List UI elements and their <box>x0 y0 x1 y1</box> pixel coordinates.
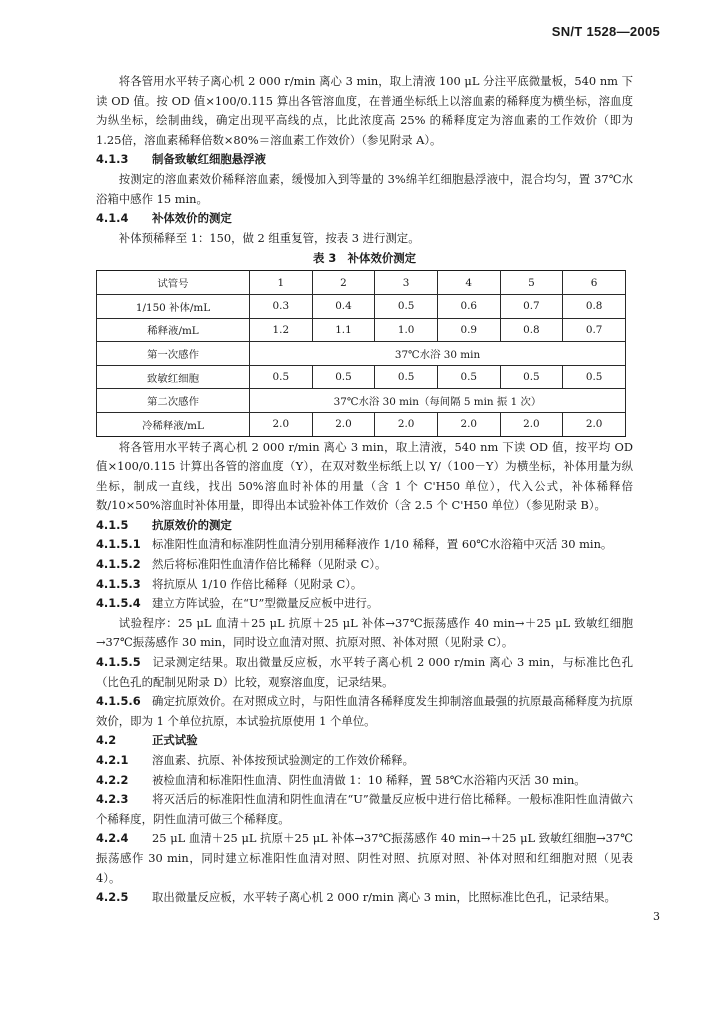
table-cell: 0.5 <box>375 294 438 318</box>
item-number: 4.2.2 <box>96 772 129 787</box>
item-text: 建立方阵试验，在“U”型微量反应板中进行。 <box>152 596 379 611</box>
table-cell: 2 <box>312 271 375 295</box>
table-cell: 0.8 <box>500 318 563 342</box>
table-cell: 2.0 <box>437 412 500 436</box>
row-label: 第二次感作 <box>97 389 250 413</box>
table-cell-merged: 37℃水浴 30 min（每间隔 5 min 振 1 次） <box>250 389 626 413</box>
heading-number: 4.1.4 <box>96 211 129 226</box>
table-cell: 3 <box>375 271 438 295</box>
document-body <box>96 72 633 908</box>
heading-number: 4.2 <box>96 733 117 748</box>
table-caption: 表 3 补体效价测定 <box>312 251 417 266</box>
table-cell: 6 <box>563 271 626 295</box>
list-item <box>96 575 633 595</box>
paragraph-intro: 将各管用水平转子离心机 2 000 r/min 离心 3 min，取上清液 100 μL 分注平底微量板，540 nm 下读 OD 值。按 OD 值×100/0.115 算出各管溶血度，在普通坐标纸上以溶血素的稀释度为横坐标，溶血度为纵坐标，绘制曲线，确定出现平高线的点，比此浓度高 25% 的稀释度定为溶血素的工作效价（即为 1.25倍，溶血素稀释倍数×80%＝溶血素工作效价）（参见附录 A）。 <box>96 74 633 147</box>
table-cell: 0.5 <box>437 365 500 389</box>
paragraph-4-1-3: 按测定的溶血素效价稀释溶血素，缓慢加入到等量的 3%绵羊红细胞悬浮液中，混合均匀，置 37℃水浴箱中感作 15 min。 <box>96 171 633 206</box>
table-row <box>97 294 626 318</box>
table-cell: 0.5 <box>563 365 626 389</box>
item-text: 标准阳性血清和标准阴性血清分别用稀释液作 1/10 稀释，置 60℃水浴箱中灭活 30 min。 <box>152 537 613 552</box>
heading-number: 4.1.5 <box>96 517 129 532</box>
heading-4-1-5 <box>96 516 633 536</box>
table-cell: 1.2 <box>250 318 313 342</box>
list-item <box>96 829 633 888</box>
item-number: 4.1.5.4 <box>96 596 141 611</box>
heading-title: 补体效价的测定 <box>152 211 232 226</box>
item-text: 溶血素、抗原、补体按预试验测定的工作效价稀释。 <box>152 753 414 767</box>
table-cell: 0.6 <box>437 294 500 318</box>
item-text: 记录测定结果。取出微量反应板，水平转子离心机 2 000 r/min 离心 3 min，与标准比色孔（比色孔的配制见附录 D）比较，观察溶血度，记录结果。 <box>96 655 633 689</box>
item-number: 4.1.5.6 <box>96 694 141 709</box>
item-text: 将抗原从 1/10 作倍比稀释（见附录 C）。 <box>152 576 363 591</box>
item-number: 4.2.3 <box>96 792 129 807</box>
item-number: 4.1.5.5 <box>96 655 141 670</box>
item-text: 然后将标准阳性血清作倍比稀释（见附录 C）。 <box>152 557 387 572</box>
row-label: 稀释液/mL <box>97 318 250 342</box>
heading-number: 4.1.3 <box>96 152 129 167</box>
row-label: 第一次感作 <box>97 342 250 366</box>
item-text: 将灭活后的标准阳性血清和阴性血清在“U”微量反应板中进行倍比稀释。一般标准阳性血清做六个稀释度，阴性血清可做三个稀释度。 <box>96 792 633 826</box>
table-cell: 1.0 <box>375 318 438 342</box>
table-cell: 0.5 <box>500 365 563 389</box>
table-cell: 0.3 <box>250 294 313 318</box>
heading-title: 制备致敏红细胞悬浮液 <box>152 152 266 167</box>
item-text: 25 μL 血清＋25 μL 抗原＋25 μL 补体→37℃振荡感作 40 min→＋25 μL 致敏红细胞→37℃振荡感作 30 min，同时建立标准阳性血清对照、阴性对照、抗原对照、补体对照和红细胞对照（见表 4）。 <box>96 831 633 885</box>
list-item <box>96 771 633 791</box>
table-cell: 0.5 <box>375 365 438 389</box>
paragraph-after-table: 将各管用水平转子离心机 2 000 r/min 离心 3 min，取上清液，540 nm 下读 OD 值，按平均 OD 值×100/0.115 计算出各管的溶血度（Y），在双对数坐标纸上以 Y/（100－Y）为横坐标，补体用量为纵坐标，制成一直线，找出 50%溶血时补体的用量（含 1 个 C'H50 单位），代入公式，补体稀释倍数/10×50%溶血时补体用量，即得出本试验补体工作效价（含 2.5 个 C'H50 单位）（参见附录 B）。 <box>96 439 633 513</box>
paragraph-procedure: 试验程序：25 μL 血清＋25 μL 抗原＋25 μL 补体→37℃振荡感作 40 min→＋25 μL 致敏红细胞→37℃振荡感作 30 min，同时设立血清对照、抗原对照、补体对照（见附录 C）。 <box>96 615 633 650</box>
list-item <box>96 888 633 908</box>
heading-4-1-4 <box>96 209 633 229</box>
table-cell: 5 <box>500 271 563 295</box>
item-number: 4.2.1 <box>96 753 129 767</box>
table-cell: 0.5 <box>312 365 375 389</box>
heading-4-1-3 <box>96 150 633 170</box>
page-number: 3 <box>653 910 660 923</box>
item-number: 4.1.5.3 <box>96 576 141 591</box>
table-cell: 0.7 <box>563 318 626 342</box>
list-item <box>96 535 633 555</box>
item-text: 取出微量反应板，水平转子离心机 2 000 r/min 离心 3 min，比照标准比色孔，记录结果。 <box>152 890 616 905</box>
item-number: 4.1.5.2 <box>96 557 141 572</box>
table-row <box>97 389 626 413</box>
paragraph-4-1-4: 补体预稀释至 1：150，做 2 组重复管，按表 3 进行测定。 <box>118 230 420 245</box>
row-label: 致敏红细胞 <box>97 365 250 389</box>
item-number: 4.2.5 <box>96 890 129 905</box>
item-number: 4.1.5.1 <box>96 537 141 552</box>
table-cell: 0.8 <box>563 294 626 318</box>
row-label: 冷稀释液/mL <box>97 412 250 436</box>
row-label: 1/150 补体/mL <box>97 294 250 318</box>
list-item <box>96 653 633 692</box>
table-cell: 2.0 <box>312 412 375 436</box>
table-cell: 0.4 <box>312 294 375 318</box>
list-item <box>96 555 633 575</box>
list-item <box>96 751 633 771</box>
item-text: 被检血清和标准阳性血清、阴性血清做 1：10 稀释，置 58℃水浴箱内灭活 30 min。 <box>152 772 586 787</box>
table-cell: 1 <box>250 271 313 295</box>
heading-4-2 <box>96 731 633 751</box>
table-cell: 2.0 <box>250 412 313 436</box>
table-cell: 0.5 <box>250 365 313 389</box>
table-row <box>97 365 626 389</box>
table-cell: 0.9 <box>437 318 500 342</box>
table-cell: 0.7 <box>500 294 563 318</box>
item-number: 4.2.4 <box>96 831 129 846</box>
table-row <box>97 271 626 295</box>
list-item <box>96 692 633 731</box>
row-label: 试管号 <box>97 271 250 295</box>
heading-title: 抗原效价的测定 <box>152 517 232 532</box>
item-text: 确定抗原效价。在对照成立时，与阳性血清各稀释度发生抑制溶血最强的抗原最高稀释度为抗原效价，即为 1 个单位抗原，本试验抗原使用 1 个单位。 <box>96 694 633 728</box>
list-item <box>96 790 633 829</box>
heading-title: 正式试验 <box>152 733 198 748</box>
table-cell: 2.0 <box>500 412 563 436</box>
table-cell: 2.0 <box>563 412 626 436</box>
standard-code: SN/T 1528—2005 <box>551 24 660 39</box>
complement-titer-table <box>96 270 626 436</box>
table-cell: 2.0 <box>375 412 438 436</box>
table-row <box>97 318 626 342</box>
table-row <box>97 412 626 436</box>
table-cell-merged: 37℃水浴 30 min <box>250 342 626 366</box>
table-cell: 4 <box>437 271 500 295</box>
list-item <box>96 594 633 614</box>
table-cell: 1.1 <box>312 318 375 342</box>
table-row <box>97 342 626 366</box>
